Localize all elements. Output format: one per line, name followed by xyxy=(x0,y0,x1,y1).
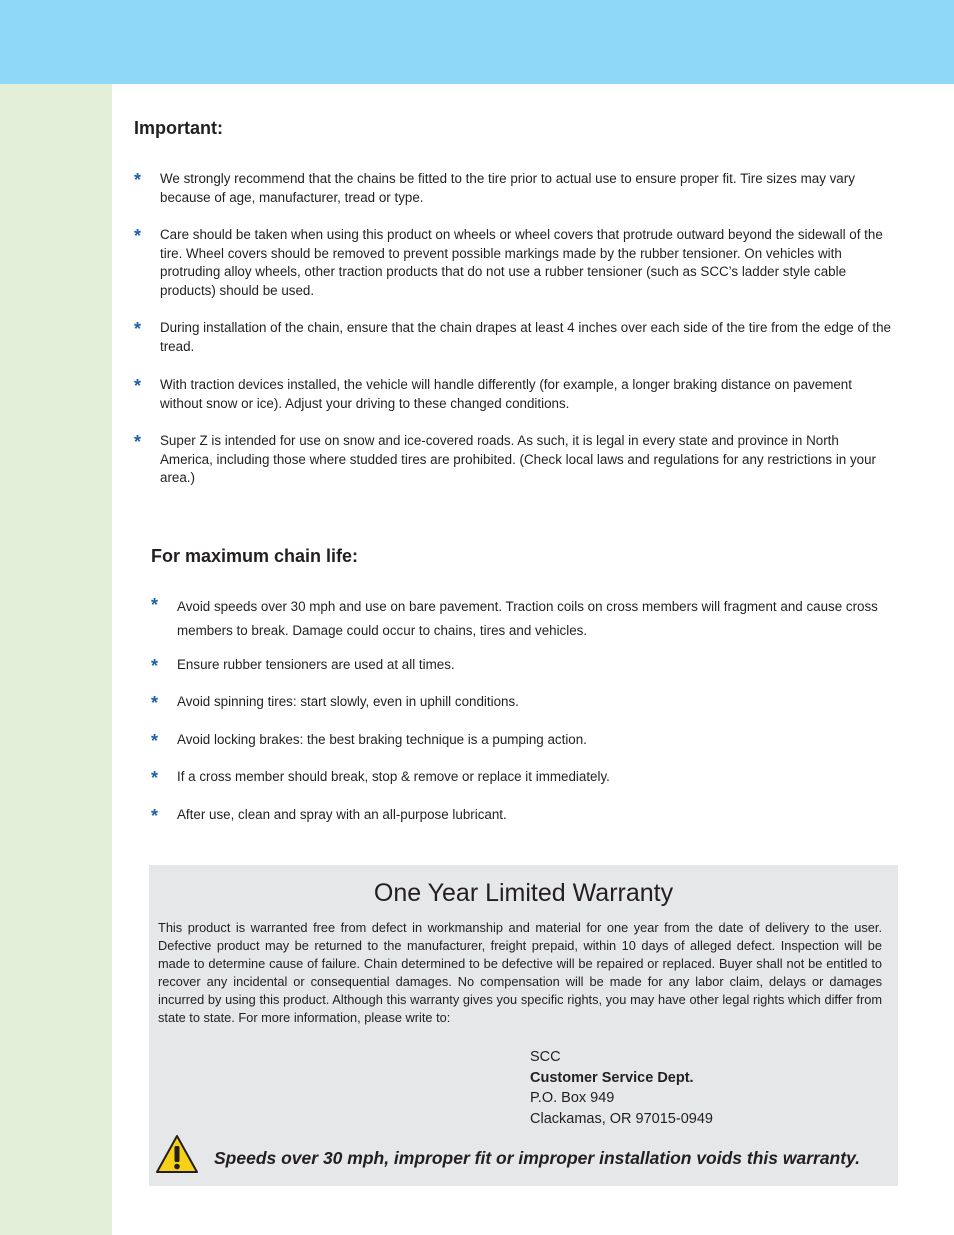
max-life-heading: For maximum chain life: xyxy=(151,546,359,566)
warranty-warning: Speeds over 30 mph, improper fit or improper installation voids this warranty. xyxy=(214,1148,861,1168)
asterisk-icon: * xyxy=(134,170,142,190)
list-item: * Avoid spinning tires: start slowly, even in uphill conditions. xyxy=(151,693,519,713)
asterisk-icon: * xyxy=(151,656,159,676)
address-line: SCC xyxy=(530,1049,561,1065)
list-item: * Ensure rubber tensioners are used at all times. xyxy=(151,656,455,676)
important-heading: Important: xyxy=(134,118,223,138)
mailing-address xyxy=(530,1047,713,1129)
list-item: * If a cross member should break, stop & remove or replace it immediately. xyxy=(151,768,610,788)
list-item: * Avoid locking brakes: the best braking technique is a pumping action. xyxy=(151,731,587,751)
asterisk-icon: * xyxy=(151,806,159,826)
warranty-body: This product is warranted free from defect in workmanship and material for one year from the date of delivery to the user. Defective product may be returned to the manufacturer, freight prepaid, within 10 days of alleged defect. Inspection will be made to determine cause of failure. Chain determined to be defective will be repaired or replaced. Buyer shall not be entitled to recover any incidental or consequential damages. No compensation will be made for any labor claim, delays or damages incurred by using this product. Although this warranty gives you specific rights, you may have other legal rights which differ from state to state. For more information, please write to: xyxy=(158,920,882,1025)
header-band xyxy=(0,0,954,84)
warning-triangle-icon xyxy=(155,1134,199,1174)
warranty-box xyxy=(149,865,898,1186)
asterisk-icon: * xyxy=(151,595,159,615)
list-item: * Super Z is intended for use on snow and ice-covered roads. As such, it is legal in every state and province in North America, including those where studded tires are prohibited. (Check local laws and regulations for any restrictions in your area.) xyxy=(134,432,877,486)
asterisk-icon: * xyxy=(151,768,159,788)
asterisk-icon: * xyxy=(134,226,142,246)
asterisk-icon: * xyxy=(134,376,142,396)
asterisk-icon: * xyxy=(151,693,159,713)
list-item: * We strongly recommend that the chains be fitted to the tire prior to actual use to ensure proper fit. Tire sizes may vary because of age, manufacturer, tread or type. xyxy=(134,170,855,205)
sidebar-band xyxy=(0,84,112,1235)
warranty-title: One Year Limited Warranty xyxy=(373,879,674,907)
list-item: * After use, clean and spray with an all-purpose lubricant. xyxy=(151,806,507,826)
address-line: P.O. Box 949 xyxy=(530,1090,615,1106)
asterisk-icon: * xyxy=(134,319,142,339)
address-line: Customer Service Dept. xyxy=(530,1069,694,1086)
list-item: * Avoid speeds over 30 mph and use on bare pavement. Traction coils on cross members will fragment and cause cross members to break. Damage could occur to chains, tires and vehicles. xyxy=(151,595,878,638)
list-item: * With traction devices installed, the vehicle will handle differently (for example, a longer braking distance on pavement without snow or ice). Adjust your driving to these changed conditions. xyxy=(134,376,852,411)
address-line: Clackamas, OR 97015-0949 xyxy=(530,1110,713,1127)
asterisk-icon: * xyxy=(151,731,159,751)
asterisk-icon: * xyxy=(134,432,142,452)
list-item: * During installation of the chain, ensure that the chain drapes at least 4 inches over each side of the tire from the edge of the tread. xyxy=(134,319,891,354)
list-item: * Care should be taken when using this product on wheels or wheel covers that protrude outward beyond the sidewall of the tire. Wheel covers should be removed to prevent possible markings made by the rubber tensioner. On vehicles with protruding alloy wheels, other traction products that do not use a rubber tensioner (such as SCC’s ladder style cable products) should be used. xyxy=(134,226,883,298)
